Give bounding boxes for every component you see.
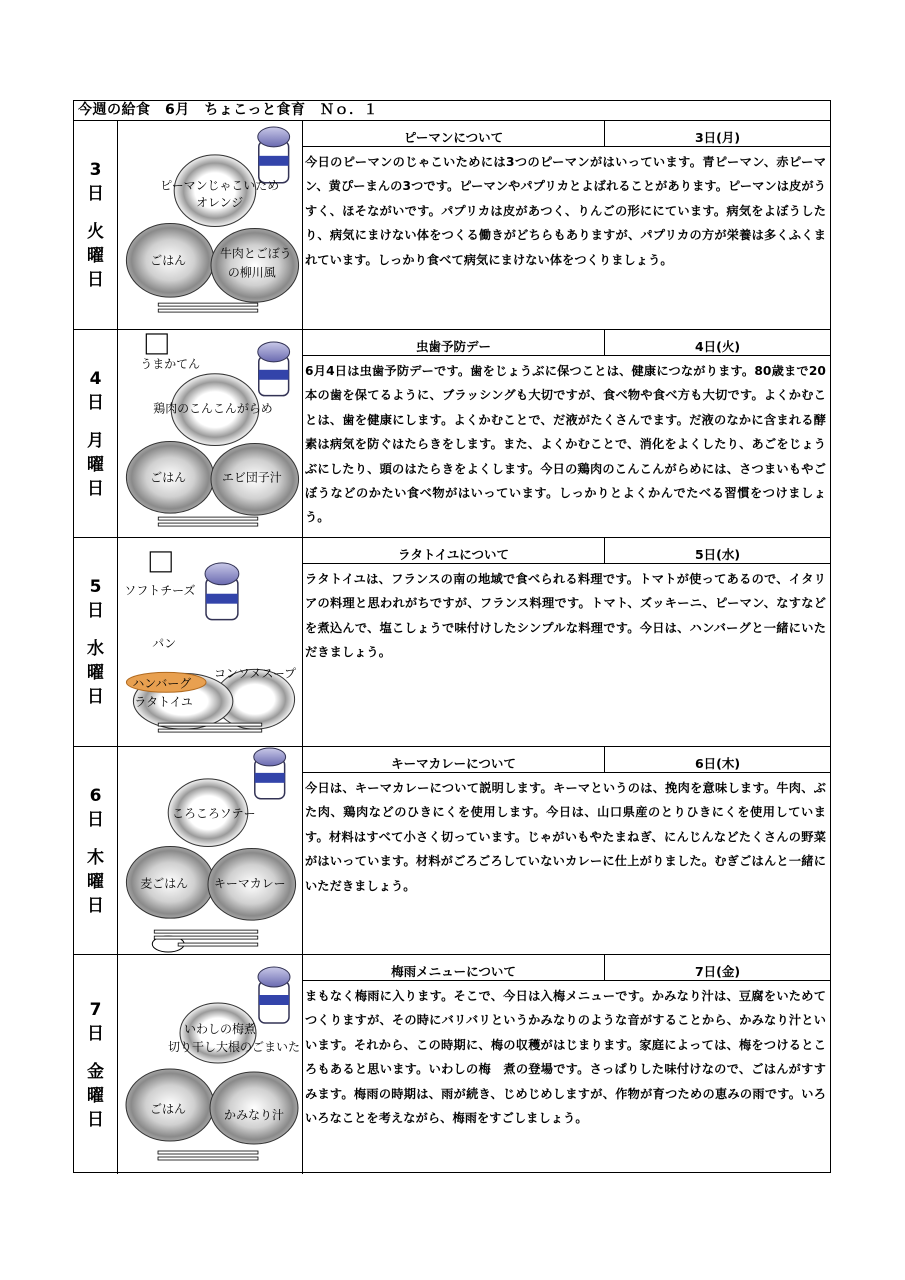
weekday-char: 金 xyxy=(87,1061,104,1082)
menu-item-label: ラタトイユ xyxy=(134,695,193,710)
topic-date: 4日(火) xyxy=(694,339,741,354)
day-row xyxy=(74,538,830,747)
menu-item-label: かみなり汁 xyxy=(224,1108,285,1122)
topic-title: 梅雨メニューについて xyxy=(303,955,605,980)
topic-title: 虫歯予防デー xyxy=(303,330,605,355)
topic-header xyxy=(303,538,830,564)
milk-bottle-icon xyxy=(258,967,290,1023)
menu-item-label: ごはん xyxy=(150,1102,187,1116)
menu-sheet xyxy=(73,100,831,1173)
menu-item-label: 麦ごはん xyxy=(140,876,189,891)
weekday-char: 木 xyxy=(87,847,104,868)
menu-illustration xyxy=(118,121,303,329)
day-unit: 日 xyxy=(87,809,104,830)
milk-bottle-icon xyxy=(258,127,290,183)
menu-item-label: ごはん xyxy=(150,470,187,485)
weekday-char: 日 xyxy=(87,687,104,707)
milk-bottle-icon xyxy=(258,342,290,396)
day-number: 4 xyxy=(89,368,102,389)
day-unit: 日 xyxy=(87,601,104,621)
topic-title: ピーマンについて xyxy=(303,121,605,146)
menu-illustration xyxy=(118,538,303,746)
chopsticks-icon xyxy=(158,1151,258,1160)
topic-date: 3日(月) xyxy=(694,130,741,145)
menu-item-label: うまかてん xyxy=(140,356,201,371)
topic-body: 6月4日は虫歯予防デーです。歯をじょうぶに保つことは、健康につながります。80歳まで20本の歯を保てるように、ブラッシングも大切ですが、食べ物や食べ方も大切です。よくかむことは、歯を健康にします。よくかむことで、だ液がたくさんでます。だ液のなかに含まれる酵素は病気を防ぐはたらきをします。また、よくかむことで、消化をよくしたり、あごをじょうぶにしたり、頭のはたらきをよくします。今日の鶏肉のこんこんがらめには、さつまいもやごぼうなどのかたい食べ物がはいっています。しっかりとよくかんでたべる習慣をつけましょう。 xyxy=(305,364,826,525)
day-unit: 日 xyxy=(87,184,104,204)
day-label xyxy=(74,538,118,746)
weekday-char: 曜 xyxy=(87,246,104,266)
weekday-char: 曜 xyxy=(87,454,104,475)
day-row xyxy=(74,747,830,955)
day-label xyxy=(74,330,118,537)
topic-header xyxy=(303,121,830,147)
weekday-char: 日 xyxy=(87,1109,104,1130)
menu-item-label: ソフトチーズ xyxy=(124,583,196,598)
day-number: 5 xyxy=(89,577,102,597)
weekday-char: 曜 xyxy=(87,871,104,892)
snack-square-icon xyxy=(146,334,167,354)
day-number: 7 xyxy=(89,999,102,1020)
day-unit: 日 xyxy=(87,392,104,413)
menu-item-label: の柳川風 xyxy=(227,265,276,280)
day-label xyxy=(74,747,118,954)
menu-illustration xyxy=(118,330,303,537)
weekday-char: 日 xyxy=(87,895,104,916)
menu-item-label: ごはん xyxy=(150,253,187,268)
menu-item-label: コンソメスープ xyxy=(213,666,297,681)
milk-bottle-icon xyxy=(254,748,286,799)
weekday-char: 月 xyxy=(87,430,104,451)
menu-item-label: ころころソテー xyxy=(172,806,256,821)
weekday-char: 日 xyxy=(87,270,104,290)
day-number: 3 xyxy=(89,160,102,180)
menu-item-label: いわしの梅煮 xyxy=(184,1022,257,1036)
chopsticks-icon xyxy=(158,303,258,312)
topic-header xyxy=(303,330,830,356)
menu-illustration xyxy=(118,955,303,1174)
topic-body: まもなく梅雨に入ります。そこで、今日は入梅メニューです。かみなり汁は、豆腐をいためてつくりますが、その時にバリバリというかみなりのような音がすることから、かみなり汁といいます。それから、この時期に、梅の収穫がはじまります。家庭によっては、梅をつけるところもあると思います。いわしの梅 煮の登場です。さっぱりした味付けなので、ごはんがすすみます。梅雨の時期は、雨が続き、じめじめしますが、作物が育つための恵みの雨です。いろいろなことを考えながら、梅雨をすごしましょう。 xyxy=(305,989,826,1126)
menu-item-label: 切り干し大根のごまいた xyxy=(168,1040,301,1054)
day-row xyxy=(74,955,830,1174)
milk-bottle-icon xyxy=(205,563,239,620)
menu-item-label: ピーマンじゃこいため xyxy=(160,178,280,193)
day-label xyxy=(74,121,118,329)
topic-title: ラタトイユについて xyxy=(303,538,605,563)
weekday-char: 火 xyxy=(87,222,104,242)
menu-item-label: エビ団子汁 xyxy=(221,470,282,485)
day-unit: 日 xyxy=(87,1023,104,1044)
weekday-char: 日 xyxy=(87,478,104,499)
topic-header xyxy=(303,747,830,773)
topic-body: ラタトイユは、フランスの南の地域で食べられる料理です。トマトが使ってあるので、イタリアの料理と思われがちですが、フランス料理です。トマト、ズッキーニ、ピーマン、なすなどを煮込んで、塩こしょうで味付けしたシンプルな料理です。今日は、ハンバーグと一緒にいただきましょう。 xyxy=(305,572,826,660)
day-row xyxy=(74,121,830,330)
menu-item-label: ハンバーグ xyxy=(132,676,192,691)
day-label xyxy=(74,955,118,1174)
menu-item-label: オレンジ xyxy=(196,195,244,210)
topic-title: キーマカレーについて xyxy=(303,747,605,772)
topic-body: 今日は、キーマカレーについて説明します。キーマというのは、挽肉を意味します。牛肉、ぶた肉、鶏肉などのひきにくを使用します。今日は、山口県産のとりひきにくを使用しています。材料はすべて小さく切っています。じゃがいもやたまねぎ、にんじんなどたくさんの野菜がはいっています。材料がごろごろしていないカレーに仕上がりました。むぎごはんと一緒にいただきましょう。 xyxy=(305,781,826,893)
menu-item-label: キーマカレー xyxy=(213,876,286,891)
day-number: 6 xyxy=(89,785,102,806)
menu-illustration xyxy=(118,747,303,954)
page-title: 今週の給食 6月 ちょこっと食育 Ｎｏ．１ xyxy=(74,101,830,121)
topic-header xyxy=(303,955,830,981)
menu-item-label: 牛肉とごぼう xyxy=(219,246,292,261)
weekday-char: 曜 xyxy=(87,1085,104,1106)
weekday-char: 曜 xyxy=(87,663,104,683)
weekday-char: 水 xyxy=(87,639,104,659)
topic-date: 7日(金) xyxy=(694,964,741,979)
menu-item-label: パン xyxy=(152,636,177,651)
chopsticks-icon xyxy=(158,517,258,526)
day-row xyxy=(74,330,830,538)
snack-square-icon xyxy=(150,552,171,572)
topic-body: 今日のピーマンのじゃこいためには3つのピーマンがはいっています。青ピーマン、赤ピーマン、黄ぴーまんの3つです。ピーマンやパプリカとよばれることがあります。ピーマンは皮がうすく、ほそながいです。パプリカは皮があつく、りんごの形ににています。病気をよぼうしたり、病気にまけない体をつくる働きがどちらもありますが、パプリカの方が栄養は多くふくまれています。しっかり食べて病気にまけない体をつくりましょう。 xyxy=(305,155,826,267)
menu-item-label: 鶏肉のこんこんがらめ xyxy=(153,401,273,416)
topic-date: 6日(木) xyxy=(694,756,741,771)
topic-date: 5日(水) xyxy=(694,547,741,562)
